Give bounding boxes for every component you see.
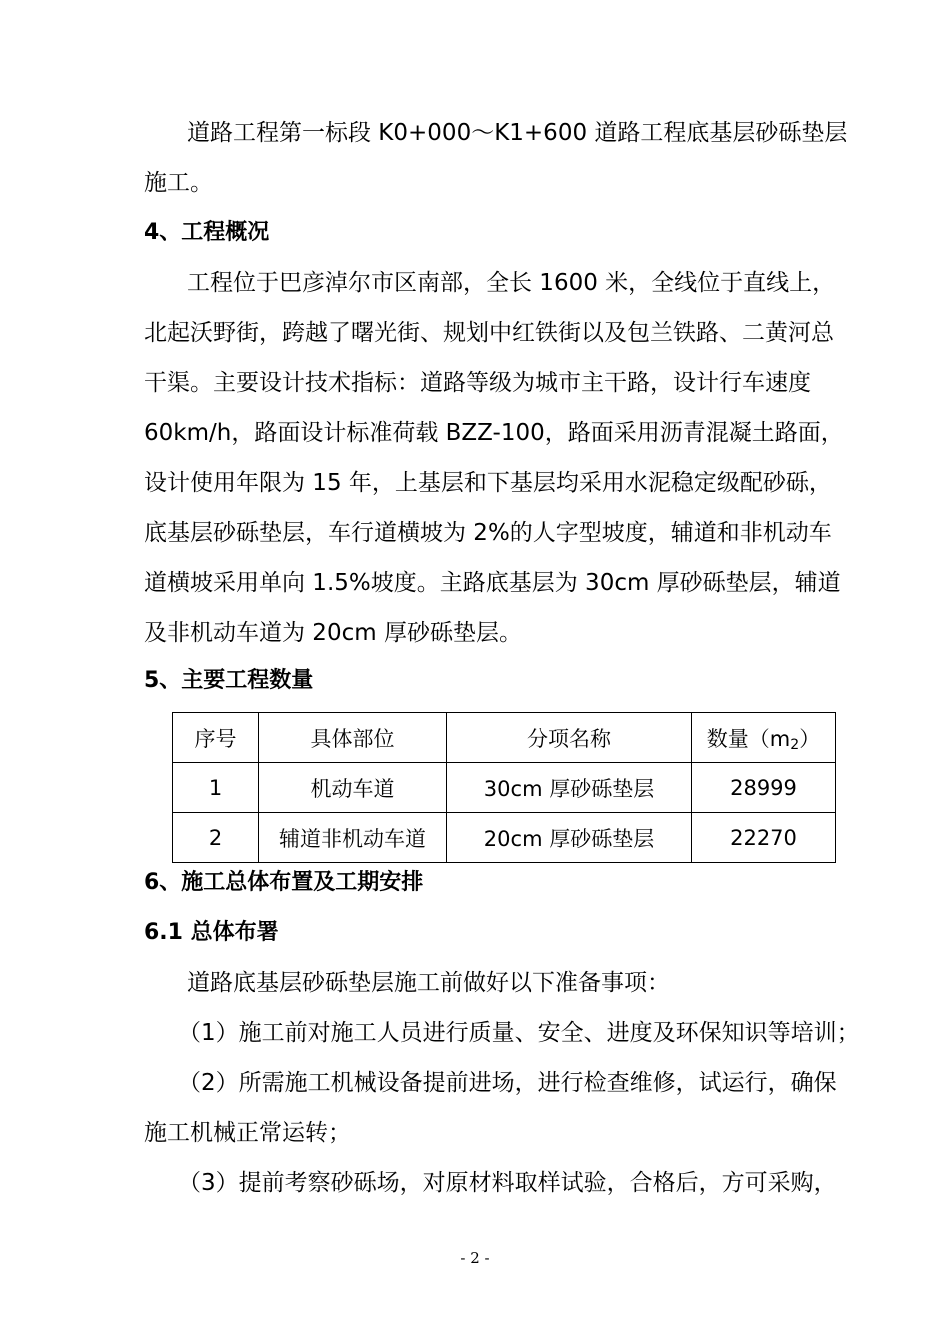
section-6-1-heading: 6.1 总体布署 (144, 920, 279, 945)
section-6-line-3: （2）所需施工机械设备提前进场，进行检查维修，试运行，确保 (178, 1070, 837, 1096)
header-index: 序号 (173, 713, 259, 763)
section-5-heading: 5、主要工程数量 (144, 668, 314, 693)
quantity-table (172, 712, 836, 863)
section-4-line-6: 底基层砂砾垫层，车行道横坡为 2%的人字型坡度，辅道和非机动车 (144, 520, 832, 546)
intro-line-1: 道路工程第一标段 K0+000～K1+600 道路工程底基层砂砾垫层 (187, 120, 848, 146)
table-cell-quantity: 22270 (692, 813, 836, 863)
table-cell-quantity: 28999 (692, 763, 836, 813)
section-6-line-5: （3）提前考察砂砾场，对原材料取样试验，合格后，方可采购， (178, 1170, 837, 1196)
table-row (173, 763, 836, 813)
section-4-line-4: 60km/h，路面设计标准荷载 BZZ-100，路面采用沥青混凝土路面， (144, 420, 844, 446)
section-6-line-1: 道路底基层砂砾垫层施工前做好以下准备事项： (187, 970, 670, 996)
section-4-line-5: 设计使用年限为 15 年，上基层和下基层均采用水泥稳定级配砂砾， (144, 470, 832, 496)
section-4-line-8: 及非机动车道为 20cm 厚砂砾垫层。 (144, 620, 522, 646)
section-6-heading: 6、施工总体布置及工期安排 (144, 870, 424, 895)
section-4-line-7: 道横坡采用单向 1.5%坡度。主路底基层为 30cm 厚砂砾垫层，辅道 (144, 570, 841, 596)
table-cell-index: 1 (173, 763, 259, 813)
header-quantity-unit-subscript: 2 (790, 736, 800, 753)
table-cell-item-name: 30cm 厚砂砾垫层 (447, 763, 692, 813)
section-4-line-1: 工程位于巴彦淖尔市区南部，全长 1600 米，全线位于直线上， (187, 270, 836, 296)
page-number: - 2 - (460, 1249, 490, 1267)
table-cell-index: 2 (173, 813, 259, 863)
section-6-line-4: 施工机械正常运转； (144, 1120, 351, 1146)
intro-line-2: 施工。 (144, 170, 213, 196)
table-row (173, 813, 836, 863)
header-quantity-close: ） (799, 726, 821, 751)
header-item-name: 分项名称 (447, 713, 692, 763)
section-6-line-2: （1）施工前对施工人员进行质量、安全、进度及环保知识等培训； (178, 1020, 860, 1046)
section-4-heading: 4、工程概况 (144, 220, 270, 245)
table-cell-location: 机动车道 (259, 763, 447, 813)
table-header-row (173, 713, 836, 763)
header-quantity (692, 713, 836, 763)
table-cell-item-name: 20cm 厚砂砾垫层 (447, 813, 692, 863)
header-location: 具体部位 (259, 713, 447, 763)
table-cell-location: 辅道非机动车道 (259, 813, 447, 863)
section-4-line-2: 北起沃野街，跨越了曙光街、规划中红铁街以及包兰铁路、二黄河总 (144, 320, 834, 346)
header-quantity-label: 数量（m (706, 726, 791, 751)
section-4-line-3: 干渠。主要设计技术指标：道路等级为城市主干路，设计行车速度 (144, 370, 811, 396)
